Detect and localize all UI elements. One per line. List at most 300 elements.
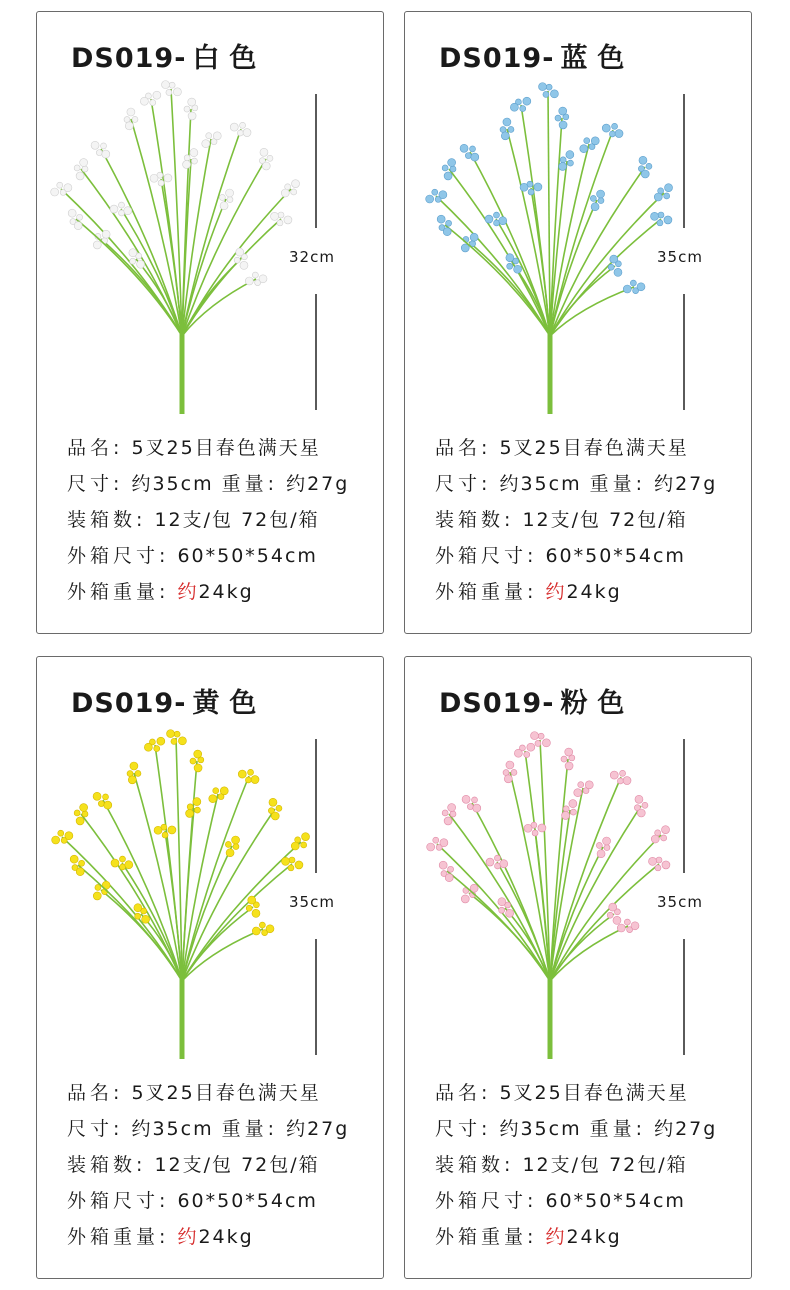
flower-bud [103, 794, 109, 800]
height-label: 32cm [289, 248, 335, 266]
flower-bud [219, 194, 225, 200]
flower-bud [462, 795, 470, 803]
product-card-pink [404, 656, 752, 1279]
branch [550, 835, 661, 981]
flower-bud [118, 202, 124, 208]
flower-bud [282, 857, 290, 865]
height-label: 35cm [289, 893, 335, 911]
product-card-blue [404, 11, 752, 634]
flower-bud [439, 861, 447, 869]
flower-bud [584, 138, 590, 144]
flower-bud [174, 731, 180, 737]
flower-bud [140, 97, 148, 105]
flower-bud [485, 215, 493, 223]
flower-bud [191, 158, 197, 164]
flower-bud [129, 249, 137, 257]
height-measure-line [315, 294, 317, 410]
flower-bud [234, 257, 240, 263]
flower-bud [656, 857, 662, 863]
flower-bud [448, 804, 456, 812]
flower-bud [127, 108, 135, 116]
flower-bud [527, 743, 535, 751]
flower-bud [578, 782, 584, 788]
flower-bud [202, 140, 210, 148]
flower-bud [448, 159, 456, 167]
flower-bud [511, 769, 517, 775]
flower-bud [639, 156, 647, 164]
product-title: DS019- 黄色 [71, 688, 267, 719]
flower-bud [206, 133, 212, 139]
flower-bud [150, 174, 158, 182]
flower-bud [194, 807, 200, 813]
flower-bud [184, 106, 190, 112]
flower-bud [432, 189, 438, 195]
flower-bud [104, 801, 112, 809]
flower-bud [245, 777, 251, 783]
flower-bud [486, 858, 494, 866]
flower-bud [603, 837, 611, 845]
flower-bud [609, 903, 617, 911]
flower-bud [77, 214, 83, 220]
flower-bud [65, 832, 73, 840]
flower-bud [190, 149, 198, 157]
flower-bud [448, 866, 454, 872]
flower-bud [439, 191, 447, 199]
flower-bud [251, 776, 259, 784]
flower-bud [301, 842, 307, 848]
flower-bud [51, 188, 59, 196]
flower-bud [173, 88, 181, 96]
flower-bud [245, 277, 253, 285]
flower-bud [111, 859, 119, 867]
flower-bud [580, 145, 588, 153]
flower-bud [188, 98, 196, 106]
branch [436, 196, 550, 336]
spec-outer-weight: 外箱重量: 约24kg [67, 1226, 254, 1248]
flower-bud [226, 189, 234, 197]
flower-bud [559, 107, 567, 115]
flower-bud [130, 258, 136, 264]
flower-bud [523, 97, 531, 105]
flower-bud [295, 861, 303, 869]
flower-bud [233, 844, 239, 850]
flower-bud [79, 860, 85, 866]
flower-bud [443, 228, 451, 236]
product-title: DS019- 蓝色 [439, 43, 635, 74]
flower-bud [610, 255, 618, 263]
flower-bud [498, 898, 506, 906]
flower-bud [246, 905, 252, 911]
flower-bud [252, 927, 260, 935]
flower-bud [227, 197, 233, 203]
spec-size-weight: 尺寸: 约35cm 重量: 约27g [435, 1118, 718, 1140]
flower-bud [243, 129, 251, 137]
flower-bud [76, 868, 84, 876]
flower-bud [651, 212, 659, 220]
flower-bud [238, 770, 246, 778]
flower-bud [635, 795, 643, 803]
flower-bud [220, 202, 228, 210]
flower-bud [277, 220, 283, 226]
flower-bud [501, 132, 509, 140]
flower-bud [226, 849, 234, 857]
branch [550, 806, 641, 981]
flower-bud [289, 857, 295, 863]
flower-bud [440, 839, 448, 847]
flower-bud [137, 260, 145, 268]
flower-bud [93, 892, 101, 900]
flower-bud [237, 130, 243, 136]
flower-bud [494, 855, 500, 861]
flower-bud [292, 180, 300, 188]
flower-bud [125, 861, 133, 869]
flower-bud [444, 817, 452, 825]
flower-bud [426, 195, 434, 203]
flower-bud [661, 835, 667, 841]
flower-bud [450, 811, 456, 817]
flower-bud [213, 788, 219, 794]
flower-bud [82, 811, 88, 817]
flower-bud [543, 91, 549, 97]
flower-bud [164, 174, 172, 182]
branch [550, 287, 634, 336]
flower-bud [538, 733, 544, 739]
flower-bud [460, 144, 468, 152]
flower-bud [532, 830, 538, 836]
flower-bud [493, 212, 499, 218]
flower-bud [96, 150, 102, 156]
flower-bud [444, 172, 452, 180]
flower-bud [534, 183, 542, 191]
flower-bud [119, 856, 125, 862]
flower-bud [608, 264, 614, 270]
spec-size-weight: 尺寸: 约35cm 重量: 约27g [67, 1118, 350, 1140]
flower-bud [473, 804, 481, 812]
flower-bud [132, 116, 138, 122]
flower-bud [178, 737, 186, 745]
flower-bud [220, 787, 228, 795]
flower-bud [538, 824, 546, 832]
flower-bud [655, 865, 661, 871]
flower-bud [130, 762, 138, 770]
flower-bud [562, 811, 570, 819]
flower-bud [153, 91, 161, 99]
spec-size-weight: 尺寸: 约35cm 重量: 约27g [435, 473, 718, 495]
flower-illustration [415, 719, 685, 1059]
flower-bud [269, 798, 277, 806]
flower-bud [623, 777, 631, 785]
product-title: DS019- 粉色 [439, 688, 635, 719]
flower-bud [624, 919, 630, 925]
height-label: 35cm [657, 248, 703, 266]
flower-bud [302, 833, 310, 841]
flower-bud [271, 812, 279, 820]
flower-bud [574, 789, 582, 797]
flower-bud [506, 909, 514, 917]
product-card-white [36, 11, 384, 634]
flower-bud [664, 193, 670, 199]
flower-bud [651, 835, 659, 843]
flower-bud [442, 165, 448, 171]
flower-bud [610, 771, 618, 779]
flower-bud [102, 230, 110, 238]
flower-illustration [47, 719, 317, 1059]
flower-bud [617, 778, 623, 784]
flower-bud [284, 216, 292, 224]
height-measure-line [683, 939, 685, 1055]
flower-bud [169, 82, 175, 88]
flower-bud [240, 261, 248, 269]
flower-bud [520, 106, 526, 112]
flower-bud [461, 895, 469, 903]
height-measure-line [315, 94, 317, 228]
flower-bud [194, 764, 202, 772]
flower-bud [664, 216, 672, 224]
flower-bud [93, 241, 101, 249]
flower-bud [58, 830, 64, 836]
flower-bud [144, 743, 152, 751]
spec-box: 装箱数: 12支/包 72包/箱 [435, 1154, 688, 1176]
flower-bud [162, 81, 170, 89]
flower-bud [560, 157, 566, 163]
flower-bud [259, 275, 267, 283]
flower-bud [546, 84, 552, 90]
flower-bud [188, 112, 196, 120]
branch [548, 91, 550, 336]
flower-bud [563, 806, 569, 812]
flower-bud [437, 215, 445, 223]
spec-box: 装箱数: 12支/包 72包/箱 [435, 509, 688, 531]
flower-bud [506, 254, 514, 262]
flower-bud [646, 163, 652, 169]
flower-bud [598, 198, 604, 204]
spec-name: 品名: 5叉25目春色满天星 [435, 1082, 689, 1104]
flower-bud [248, 896, 256, 904]
flower-bud [80, 804, 88, 812]
flower-bud [190, 758, 196, 764]
height-measure-line [315, 939, 317, 1055]
flower-bud [542, 739, 550, 747]
flower-bud [617, 924, 625, 932]
flower-illustration [415, 74, 685, 414]
spec-outer-weight: 外箱重量: 约24kg [435, 1226, 622, 1248]
spec-list [67, 430, 377, 610]
flower-bud [154, 746, 160, 752]
flower-bud [445, 874, 453, 882]
spec-box: 装箱数: 12支/包 72包/箱 [67, 509, 320, 531]
height-measure-line [683, 739, 685, 873]
flower-bud [658, 212, 664, 218]
flower-bud [654, 193, 662, 201]
spec-list [435, 1075, 745, 1255]
flower-bud [591, 137, 599, 145]
flower-bud [450, 166, 456, 172]
flower-bud [135, 913, 141, 919]
spec-name: 品名: 5叉25目春色满天星 [67, 437, 321, 459]
flower-bud [124, 207, 132, 215]
flower-bud [68, 209, 76, 217]
flower-bud [101, 143, 107, 149]
flower-illustration [47, 74, 317, 414]
flower-bud [559, 162, 567, 170]
flower-bud [503, 118, 511, 126]
flower-bud [135, 770, 141, 776]
flower-bud [569, 800, 577, 808]
flower-bud [76, 817, 84, 825]
flower-bud [565, 748, 573, 756]
flower-bud [230, 123, 238, 131]
branch [445, 225, 550, 336]
flower-bud [607, 912, 613, 918]
flower-bud [514, 265, 522, 273]
flower-bud [442, 810, 448, 816]
flower-bud [240, 122, 246, 128]
flower-bud [602, 124, 610, 132]
flower-bud [642, 802, 648, 808]
height-measure-line [683, 94, 685, 228]
flower-bud [585, 781, 593, 789]
flower-bud [162, 832, 168, 838]
flower-bud [291, 842, 299, 850]
flower-bud [74, 810, 80, 816]
flower-bud [550, 90, 558, 98]
flower-bud [662, 861, 670, 869]
spec-outer-weight: 外箱重量: 约24kg [435, 581, 622, 603]
flower-bud [604, 845, 610, 851]
flower-bud [259, 922, 265, 928]
flower-bud [524, 752, 530, 758]
flower-bud [252, 909, 260, 917]
spec-outer-size: 外箱尺寸: 60*50*54cm [67, 1190, 318, 1212]
flower-bud [157, 737, 165, 745]
height-measure-line [683, 294, 685, 410]
height-measure-line [315, 739, 317, 873]
flower-bud [524, 824, 532, 832]
branch [171, 89, 182, 336]
spec-name: 品名: 5叉25目春色满天星 [435, 437, 689, 459]
flower-bud [566, 151, 574, 159]
flower-bud [615, 130, 623, 138]
flower-bud [168, 826, 176, 834]
flower-bud [271, 212, 279, 220]
flower-bud [570, 809, 576, 815]
flower-bud [186, 809, 194, 817]
flower-bud [499, 217, 507, 225]
flower-bud [267, 155, 273, 161]
flower-bud [288, 865, 294, 871]
flower-bud [561, 756, 567, 762]
flower-bud [166, 89, 172, 95]
flower-bud [167, 730, 175, 738]
height-label: 35cm [657, 893, 703, 911]
flower-bud [134, 904, 142, 912]
flower-bud [260, 148, 268, 156]
flower-bud [665, 184, 673, 192]
product-title: DS019- 白色 [71, 43, 267, 74]
flower-bud [612, 123, 618, 129]
flower-bud [506, 761, 514, 769]
flower-bud [142, 915, 150, 923]
flower-bud [187, 804, 193, 810]
flower-bud [64, 184, 72, 192]
spec-outer-size: 外箱尺寸: 60*50*54cm [67, 545, 318, 567]
flower-bud [471, 153, 479, 161]
flower-bud [662, 826, 670, 834]
flower-bud [76, 172, 84, 180]
flower-bud [110, 205, 118, 213]
flower-bud [620, 770, 626, 776]
flower-bud [102, 150, 110, 158]
flower-bud [427, 843, 435, 851]
flower-bud [52, 836, 60, 844]
flower-bud [276, 805, 282, 811]
flower-bud [193, 798, 201, 806]
flower-bud [597, 850, 605, 858]
product-card-yellow [36, 656, 384, 1279]
flower-bud [470, 233, 478, 241]
branch [550, 193, 664, 336]
flower-bud [74, 165, 80, 171]
flower-bud [91, 141, 99, 149]
flower-bud [499, 907, 505, 913]
flower-bud [57, 182, 63, 188]
flower-bud [278, 212, 284, 218]
flower-bud [194, 750, 202, 758]
spec-box: 装箱数: 12支/包 72包/箱 [67, 1154, 320, 1176]
flower-bud [555, 115, 561, 121]
flower-bud [657, 220, 663, 226]
flower-bud [649, 857, 657, 865]
flower-bud [508, 126, 514, 132]
flower-bud [262, 162, 270, 170]
flower-bud [154, 826, 162, 834]
flower-bud [623, 285, 631, 293]
flower-bud [183, 160, 191, 168]
flower-bud [539, 83, 547, 91]
flower-bud [225, 841, 231, 847]
flower-bud [184, 155, 190, 161]
spec-list [67, 1075, 377, 1255]
flower-bud [535, 740, 541, 746]
flower-bud [520, 183, 528, 191]
flower-bud [591, 203, 599, 211]
flower-bud [248, 769, 254, 775]
flower-bud [74, 222, 82, 230]
spec-outer-weight: 外箱重量: 约24kg [67, 581, 254, 603]
spec-size-weight: 尺寸: 约35cm 重量: 约27g [67, 473, 350, 495]
spec-outer-size: 外箱尺寸: 60*50*54cm [435, 545, 686, 567]
spec-list [435, 430, 745, 610]
flower-bud [597, 190, 605, 198]
flower-bud [150, 100, 156, 106]
flower-bud [590, 195, 596, 201]
flower-bud [93, 792, 101, 800]
flower-bud [500, 860, 508, 868]
flower-bud [504, 775, 512, 783]
flower-bud [637, 809, 645, 817]
spec-name: 品名: 5叉25目春色满天星 [67, 1082, 321, 1104]
flower-bud [70, 855, 78, 863]
flower-bud [596, 842, 602, 848]
flower-bud [613, 916, 621, 924]
flower-bud [514, 749, 522, 757]
flower-bud [531, 732, 539, 740]
flower-bud [614, 268, 622, 276]
flower-bud [528, 189, 534, 195]
flower-bud [507, 263, 513, 269]
flower-bud [125, 122, 133, 130]
flower-bud [465, 153, 471, 159]
